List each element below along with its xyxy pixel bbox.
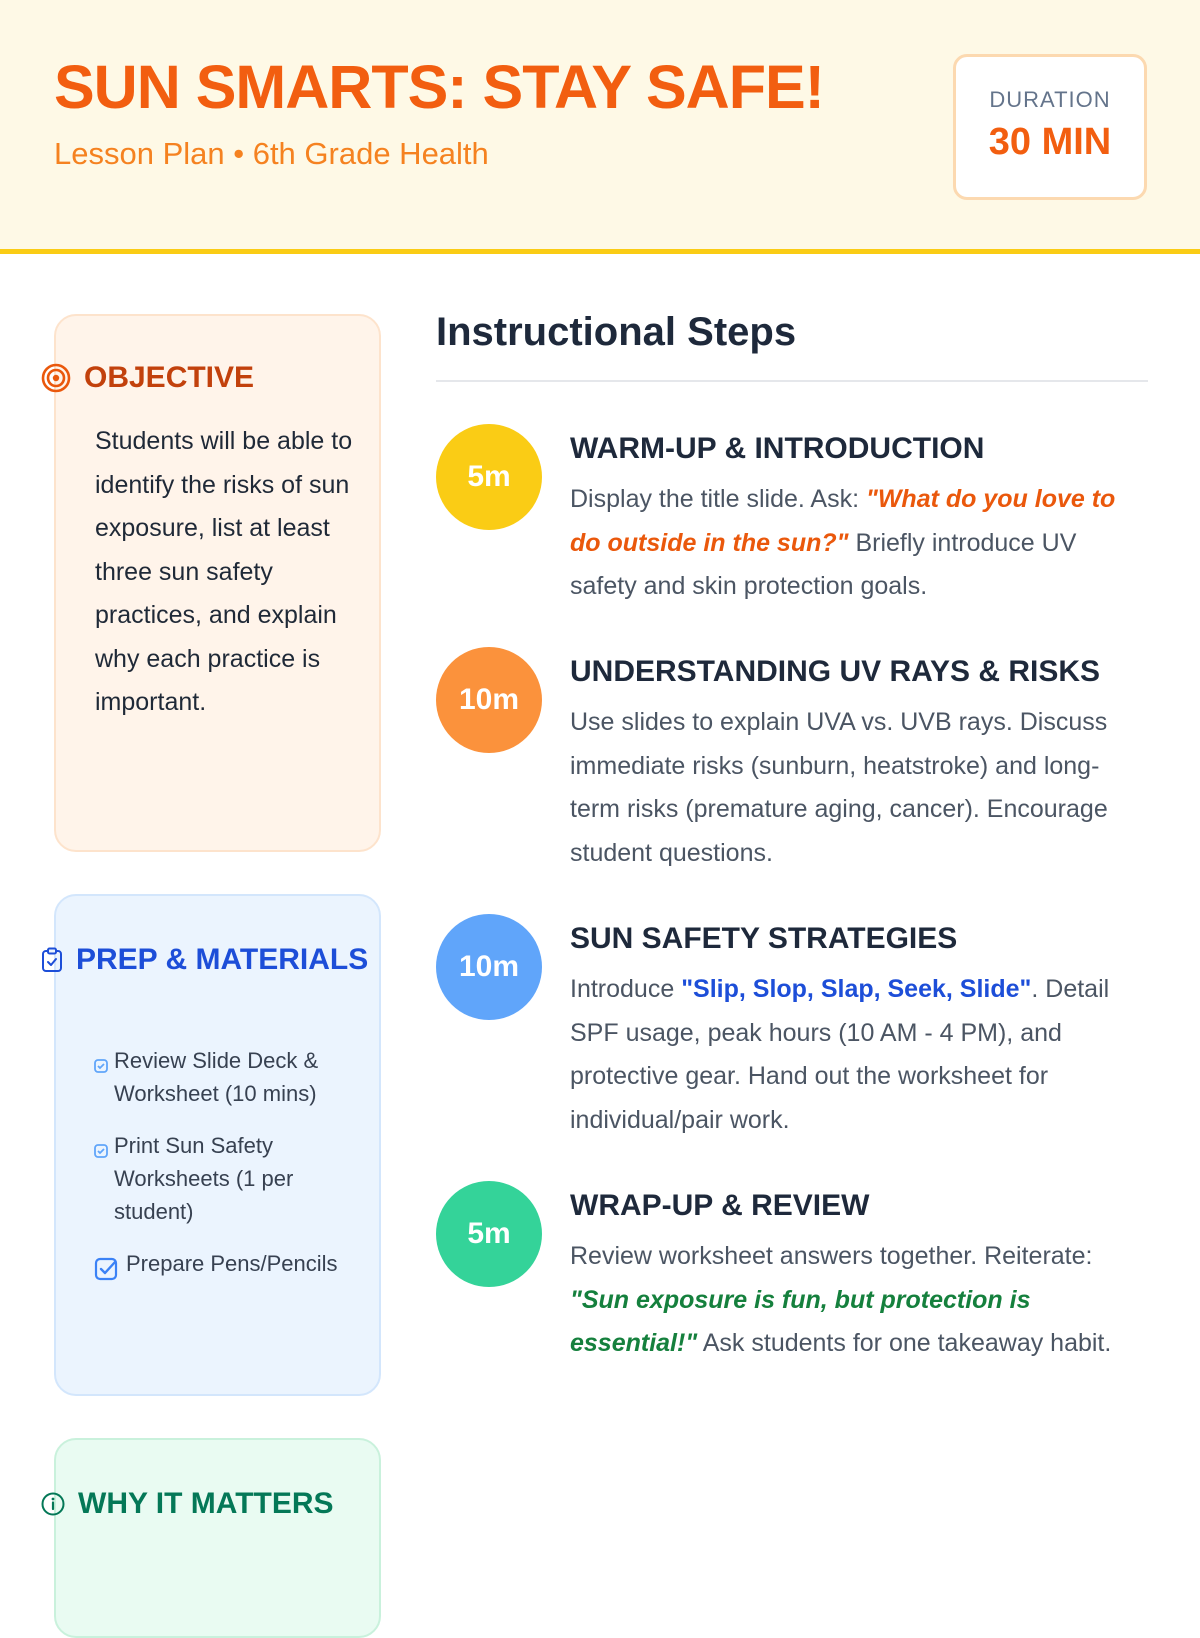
prep-item-label: Prepare Pens/Pencils: [126, 1251, 338, 1276]
step-time-badge: 5m: [436, 1181, 542, 1287]
step-text: . Detail SPF usage, peak hours (10 AM - 4 PM), and protective gear. Hand out the worksheet for individual/pair work.: [570, 975, 1110, 1134]
section-divider: [436, 380, 1148, 382]
step-quote: "What do you love to do outside in the sun?": [570, 485, 1116, 557]
step-description: [570, 478, 1148, 609]
step-title: WARM-UP & INTRODUCTION: [570, 432, 985, 465]
step-description: [570, 1235, 1148, 1366]
prep-item: [94, 1247, 364, 1283]
prep-item-label: Review Slide Deck & Worksheet (10 mins): [114, 1048, 319, 1106]
step-time-badge: 10m: [436, 647, 542, 753]
section-title: Instructional Steps: [436, 310, 797, 354]
prep-list: [94, 1044, 364, 1283]
prep-heading-label: PREP & MATERIALS: [76, 943, 369, 976]
duration-value: 30 MIN: [988, 121, 1112, 163]
step-time-badge: 5m: [436, 424, 542, 530]
step-text: Review worksheet answers together. Reiterate:: [570, 1242, 1093, 1270]
step-quote: "Sun exposure is fun, but protection is essential!": [570, 1285, 1031, 1357]
prep-item: [94, 1044, 364, 1110]
lesson-header: [0, 0, 1200, 254]
step-description: [570, 701, 1148, 875]
target-icon: [40, 362, 72, 394]
step-text: Display the title slide. Ask:: [570, 485, 866, 513]
small-check-icon: [94, 1050, 108, 1080]
objective-heading-label: OBJECTIVE: [84, 361, 255, 394]
prep-item: [94, 1129, 364, 1228]
info-icon: [40, 1491, 66, 1517]
objective-text: Students will be able to identify the risks of sun exposure, list at least three sun safety practices, and explain why each practice is important.: [95, 427, 353, 716]
why-heading-label: WHY IT MATTERS: [78, 1487, 334, 1520]
step-quote: "Slip, Slop, Slap, Seek, Slide": [681, 975, 1032, 1003]
duration-label: DURATION: [989, 87, 1111, 112]
step-description: [570, 968, 1148, 1142]
why-heading: [40, 1480, 1180, 1527]
page-subtitle: Lesson Plan • 6th Grade Health: [54, 136, 489, 171]
duration-badge: [953, 54, 1147, 200]
step-title: SUN SAFETY STRATEGIES: [570, 922, 958, 955]
step-title: UNDERSTANDING UV RAYS & RISKS: [570, 655, 1101, 688]
clipboard-icon: [40, 947, 64, 973]
page-title: SUN SMARTS: STAY SAFE!: [54, 53, 824, 121]
small-check-icon: [94, 1135, 108, 1165]
step-text: Introduce: [570, 975, 682, 1003]
why-card: [54, 1438, 381, 1638]
step-title: WRAP-UP & REVIEW: [570, 1189, 870, 1222]
objective-heading: [40, 354, 1180, 401]
prep-item-label: Print Sun Safety Worksheets (1 per student): [114, 1133, 294, 1224]
step-text: Briefly introduce UV safety and skin protection goals.: [570, 528, 1077, 600]
step-text: Ask students for one takeaway habit.: [697, 1329, 1112, 1357]
checkbox-checked-icon: [94, 1253, 120, 1283]
step-text: Use slides to explain UVA vs. UVB rays. Discuss immediate risks (sunburn, heatstroke) and long-term risks (premature aging, cancer). Encourage student questions.: [570, 708, 1108, 867]
step-time-badge: 10m: [436, 914, 542, 1020]
